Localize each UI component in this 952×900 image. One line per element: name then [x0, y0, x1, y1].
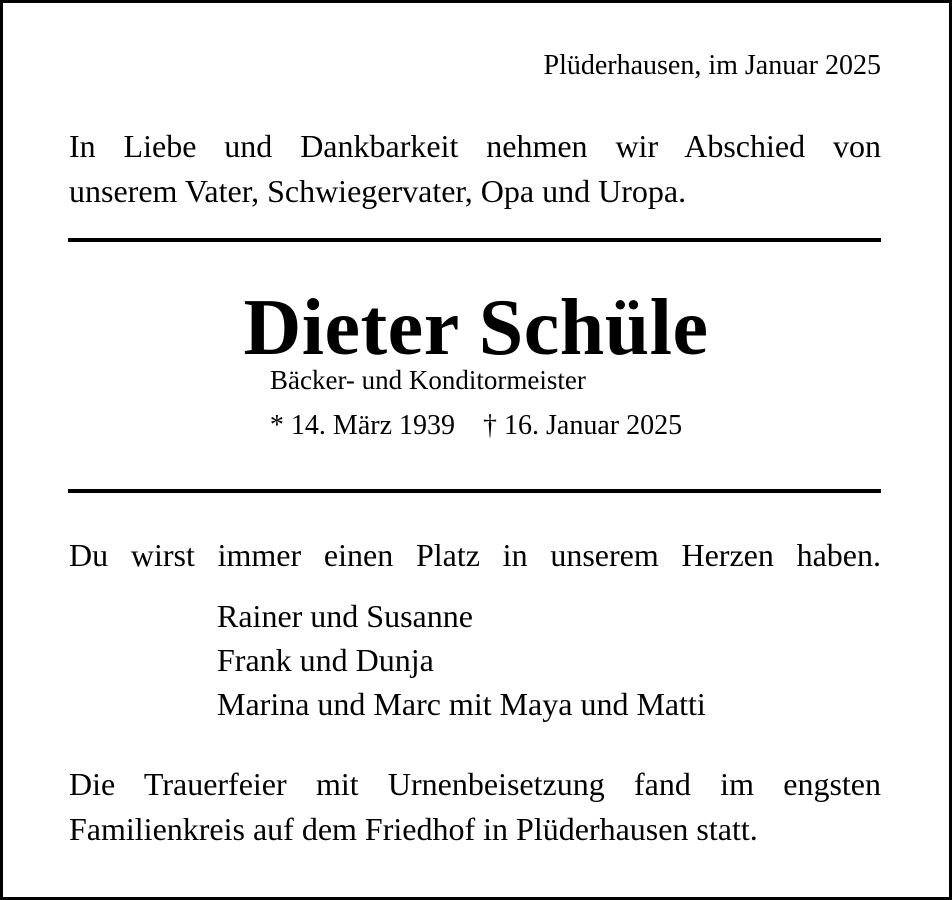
deceased-name: Dieter Schüle	[243, 284, 709, 372]
intro-line-2: unserem Vater, Schwiegervater, Opa und Uropa.	[69, 173, 687, 209]
mourner-entry: Frank und Dunja	[217, 642, 434, 678]
life-dates	[0, 408, 952, 444]
ceremony-note	[69, 762, 881, 852]
deceased-profession: Bäcker- und Konditormeister	[270, 365, 586, 395]
memorial-motto: Du wirst immer einen Platz in unserem Herzen haben.	[69, 537, 881, 573]
mourner-entry: Rainer und Susanne	[217, 598, 473, 634]
ceremony-line-2: Familienkreis auf dem Friedhof in Plüderhausen statt.	[69, 811, 758, 847]
bottom-divider	[68, 489, 881, 493]
place-and-date: Plüderhausen, im Januar 2025	[543, 50, 881, 81]
death-date: † 16. Januar 2025	[483, 410, 683, 441]
top-divider	[68, 238, 881, 242]
mourners-list	[217, 594, 706, 726]
mourner-entry: Marina und Marc mit Maya und Matti	[217, 686, 706, 722]
intro-text	[69, 124, 881, 214]
birth-date: * 14. März 1939	[269, 410, 455, 441]
ceremony-line-1: Die Trauerfeier mit Urnenbeisetzung fand im engsten	[69, 766, 881, 802]
intro-line-1: In Liebe und Dankbarkeit nehmen wir Abschied von	[69, 128, 881, 164]
